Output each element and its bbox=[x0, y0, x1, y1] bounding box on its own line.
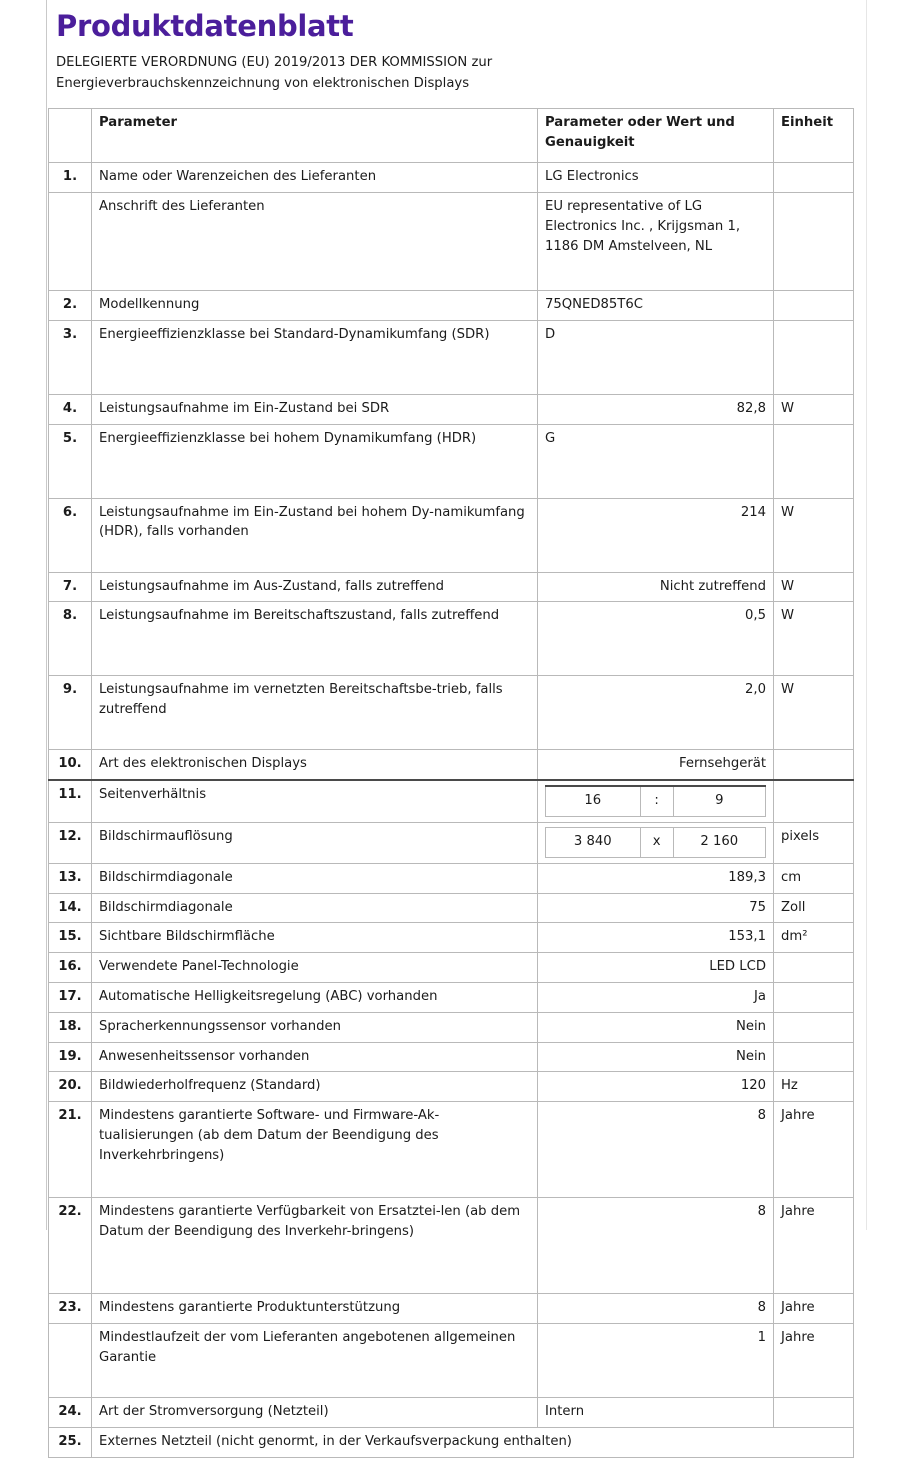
row-parameter: Bildschirmdiagonale bbox=[92, 893, 538, 923]
table-row bbox=[49, 923, 854, 953]
row-unit bbox=[774, 1012, 854, 1042]
table-row bbox=[49, 320, 854, 394]
row-parameter: Leistungsaufnahme im Bereitschaftszustand, falls zutreffend bbox=[92, 602, 538, 676]
row-value: Fernsehgerät bbox=[538, 750, 774, 780]
row-value: D bbox=[538, 320, 774, 394]
row-parameter: Leistungsaufnahme im Ein-Zustand bei SDR bbox=[92, 394, 538, 424]
table-row bbox=[49, 1398, 854, 1428]
row-number: 14. bbox=[49, 893, 92, 923]
row-parameter: Mindestens garantierte Software- und Firmware-Ak-tualisierungen (ab dem Datum der Beendigung des Inverkehrbringens) bbox=[92, 1102, 538, 1198]
row-number: 10. bbox=[49, 750, 92, 780]
row-value: 153,1 bbox=[538, 923, 774, 953]
row-number: 21. bbox=[49, 1102, 92, 1198]
table-row bbox=[49, 983, 854, 1013]
row-unit bbox=[774, 780, 854, 822]
row-number: 19. bbox=[49, 1042, 92, 1072]
row-parameter: Verwendete Panel-Technologie bbox=[92, 953, 538, 983]
subtitle-line-2: Energieverbrauchskennzeichnung von elektronischen Displays bbox=[56, 75, 470, 91]
row-number bbox=[49, 193, 92, 291]
table-row bbox=[49, 163, 854, 193]
row-parameter: Modellkennung bbox=[92, 291, 538, 321]
document-content bbox=[48, 0, 853, 1458]
row-unit: Jahre bbox=[774, 1198, 854, 1294]
row-value: 8 bbox=[538, 1198, 774, 1294]
table-row bbox=[49, 602, 854, 676]
row-number: 18. bbox=[49, 1012, 92, 1042]
table-row bbox=[49, 394, 854, 424]
row-parameter: Leistungsaufnahme im vernetzten Bereitschaftsbe-trieb, falls zutreffend bbox=[92, 676, 538, 750]
row-value: 1 bbox=[538, 1324, 774, 1398]
row-parameter: Spracherkennungssensor vorhanden bbox=[92, 1012, 538, 1042]
table-row bbox=[49, 953, 854, 983]
row-value: Intern bbox=[538, 1398, 774, 1428]
row-value-second: 2 160 bbox=[673, 828, 765, 858]
row-number: 5. bbox=[49, 424, 92, 498]
row-value: 8 bbox=[538, 1294, 774, 1324]
row-unit bbox=[774, 193, 854, 291]
row-unit bbox=[774, 424, 854, 498]
row-parameter: Leistungsaufnahme im Aus-Zustand, falls zutreffend bbox=[92, 572, 538, 602]
table-row bbox=[49, 572, 854, 602]
row-parameter: Mindestens garantierte Produktunterstützung bbox=[92, 1294, 538, 1324]
row-value: LG Electronics bbox=[538, 163, 774, 193]
row-unit bbox=[774, 983, 854, 1013]
row-unit: dm² bbox=[774, 923, 854, 953]
column-header-unit: Einheit bbox=[774, 109, 854, 163]
row-value: 189,3 bbox=[538, 863, 774, 893]
table-row bbox=[49, 1012, 854, 1042]
row-value: Nicht zutreffend bbox=[538, 572, 774, 602]
row-parameter: Name oder Warenzeichen des Lieferanten bbox=[92, 163, 538, 193]
row-unit bbox=[774, 1042, 854, 1072]
row-value-separator: : bbox=[640, 786, 673, 816]
table-row bbox=[49, 676, 854, 750]
page-title: Produktdatenblatt bbox=[56, 9, 354, 43]
row-value: 75 bbox=[538, 893, 774, 923]
row-parameter: Energieeffizienzklasse bei Standard-Dynamikumfang (SDR) bbox=[92, 320, 538, 394]
row-number: 4. bbox=[49, 394, 92, 424]
row-parameter: Anwesenheitssensor vorhanden bbox=[92, 1042, 538, 1072]
row-parameter: Mindestens garantierte Verfügbarkeit von Ersatztei-len (ab dem Datum der Beendigung des Inverkehr-bringens) bbox=[92, 1198, 538, 1294]
row-parameter: Sichtbare Bildschirmfläche bbox=[92, 923, 538, 953]
row-unit: cm bbox=[774, 863, 854, 893]
row-value: Nein bbox=[538, 1042, 774, 1072]
row-unit: Jahre bbox=[774, 1102, 854, 1198]
row-number: 1. bbox=[49, 163, 92, 193]
row-unit bbox=[774, 1398, 854, 1428]
row-value-split bbox=[538, 823, 774, 864]
column-header-value: Parameter oder Wert und Genauigkeit bbox=[538, 109, 774, 163]
row-parameter: Bildschirmauflösung bbox=[92, 823, 538, 864]
row-parameter: Bildwiederholfrequenz (Standard) bbox=[92, 1072, 538, 1102]
row-unit: W bbox=[774, 602, 854, 676]
column-header-number bbox=[49, 109, 92, 163]
table-row bbox=[49, 1324, 854, 1398]
table-row bbox=[49, 893, 854, 923]
table-row bbox=[49, 291, 854, 321]
row-number: 25. bbox=[49, 1427, 92, 1457]
row-parameter: Art der Stromversorgung (Netzteil) bbox=[92, 1398, 538, 1428]
row-value: 2,0 bbox=[538, 676, 774, 750]
row-number: 20. bbox=[49, 1072, 92, 1102]
table-row bbox=[49, 1294, 854, 1324]
row-number: 11. bbox=[49, 780, 92, 822]
table-row bbox=[49, 1198, 854, 1294]
row-value-separator: x bbox=[640, 828, 673, 858]
row-number: 8. bbox=[49, 602, 92, 676]
row-unit: W bbox=[774, 498, 854, 572]
row-parameter: Seitenverhältnis bbox=[92, 780, 538, 822]
title-table-spacer bbox=[48, 94, 853, 108]
row-value: 0,5 bbox=[538, 602, 774, 676]
row-parameter: Bildschirmdiagonale bbox=[92, 863, 538, 893]
table-header bbox=[49, 109, 854, 163]
page-border-left bbox=[46, 0, 47, 1230]
row-unit: Jahre bbox=[774, 1324, 854, 1398]
column-header-parameter: Parameter bbox=[92, 109, 538, 163]
row-unit: pixels bbox=[774, 823, 854, 864]
row-value: 8 bbox=[538, 1102, 774, 1198]
table-header-row bbox=[49, 109, 854, 163]
table-row bbox=[49, 823, 854, 864]
table-row bbox=[49, 1042, 854, 1072]
row-number: 23. bbox=[49, 1294, 92, 1324]
row-value: Nein bbox=[538, 1012, 774, 1042]
document-subtitle bbox=[56, 53, 656, 94]
row-unit: Zoll bbox=[774, 893, 854, 923]
row-unit: W bbox=[774, 572, 854, 602]
table-row bbox=[49, 424, 854, 498]
row-unit bbox=[774, 291, 854, 321]
row-unit bbox=[774, 750, 854, 780]
row-value: 214 bbox=[538, 498, 774, 572]
row-value: 82,8 bbox=[538, 394, 774, 424]
table-row bbox=[49, 863, 854, 893]
row-parameter: Mindestlaufzeit der vom Lieferanten angebotenen allgemeinen Garantie bbox=[92, 1324, 538, 1398]
row-number bbox=[49, 1324, 92, 1398]
table-row bbox=[49, 193, 854, 291]
row-unit: Hz bbox=[774, 1072, 854, 1102]
row-number: 3. bbox=[49, 320, 92, 394]
product-parameters-table bbox=[48, 108, 854, 1457]
row-number: 7. bbox=[49, 572, 92, 602]
row-parameter: Energieeffizienzklasse bei hohem Dynamikumfang (HDR) bbox=[92, 424, 538, 498]
table-row bbox=[49, 1072, 854, 1102]
row-unit: W bbox=[774, 394, 854, 424]
row-parameter: Leistungsaufnahme im Ein-Zustand bei hohem Dy-namikumfang (HDR), falls vorhanden bbox=[92, 498, 538, 572]
row-value-first: 16 bbox=[546, 786, 641, 816]
row-unit: W bbox=[774, 676, 854, 750]
row-number: 24. bbox=[49, 1398, 92, 1428]
row-value-second: 9 bbox=[673, 786, 765, 816]
table-row bbox=[49, 1427, 854, 1457]
row-value: EU representative of LG Electronics Inc. , Krijgsman 1, 1186 DM Amstelveen, NL bbox=[538, 193, 774, 291]
row-parameter: Automatische Helligkeitsregelung (ABC) vorhanden bbox=[92, 983, 538, 1013]
table-row bbox=[49, 1102, 854, 1198]
page-border-right bbox=[866, 0, 867, 1230]
table-row bbox=[49, 750, 854, 780]
row-value-split bbox=[538, 780, 774, 822]
row-unit bbox=[774, 953, 854, 983]
row-number: 6. bbox=[49, 498, 92, 572]
row-parameter: Art des elektronischen Displays bbox=[92, 750, 538, 780]
table-body bbox=[49, 163, 854, 1457]
table-row bbox=[49, 498, 854, 572]
row-value: LED LCD bbox=[538, 953, 774, 983]
row-value: 120 bbox=[538, 1072, 774, 1102]
row-number: 17. bbox=[49, 983, 92, 1013]
table-row bbox=[49, 780, 854, 822]
subtitle-line-1: DELEGIERTE VERORDNUNG (EU) 2019/2013 DER KOMMISSION zur bbox=[56, 55, 493, 71]
row-number: 16. bbox=[49, 953, 92, 983]
row-value-first: 3 840 bbox=[546, 828, 641, 858]
row-unit: Jahre bbox=[774, 1294, 854, 1324]
row-parameter-fullspan: Externes Netzteil (nicht genormt, in der Verkaufsverpackung enthalten) bbox=[92, 1427, 854, 1457]
row-value: 75QNED85T6C bbox=[538, 291, 774, 321]
row-number: 22. bbox=[49, 1198, 92, 1294]
row-value: Ja bbox=[538, 983, 774, 1013]
row-parameter: Anschrift des Lieferanten bbox=[92, 193, 538, 291]
row-number: 2. bbox=[49, 291, 92, 321]
row-number: 9. bbox=[49, 676, 92, 750]
row-unit bbox=[774, 320, 854, 394]
row-value: G bbox=[538, 424, 774, 498]
row-number: 13. bbox=[49, 863, 92, 893]
row-number: 12. bbox=[49, 823, 92, 864]
row-number: 15. bbox=[49, 923, 92, 953]
row-unit bbox=[774, 163, 854, 193]
